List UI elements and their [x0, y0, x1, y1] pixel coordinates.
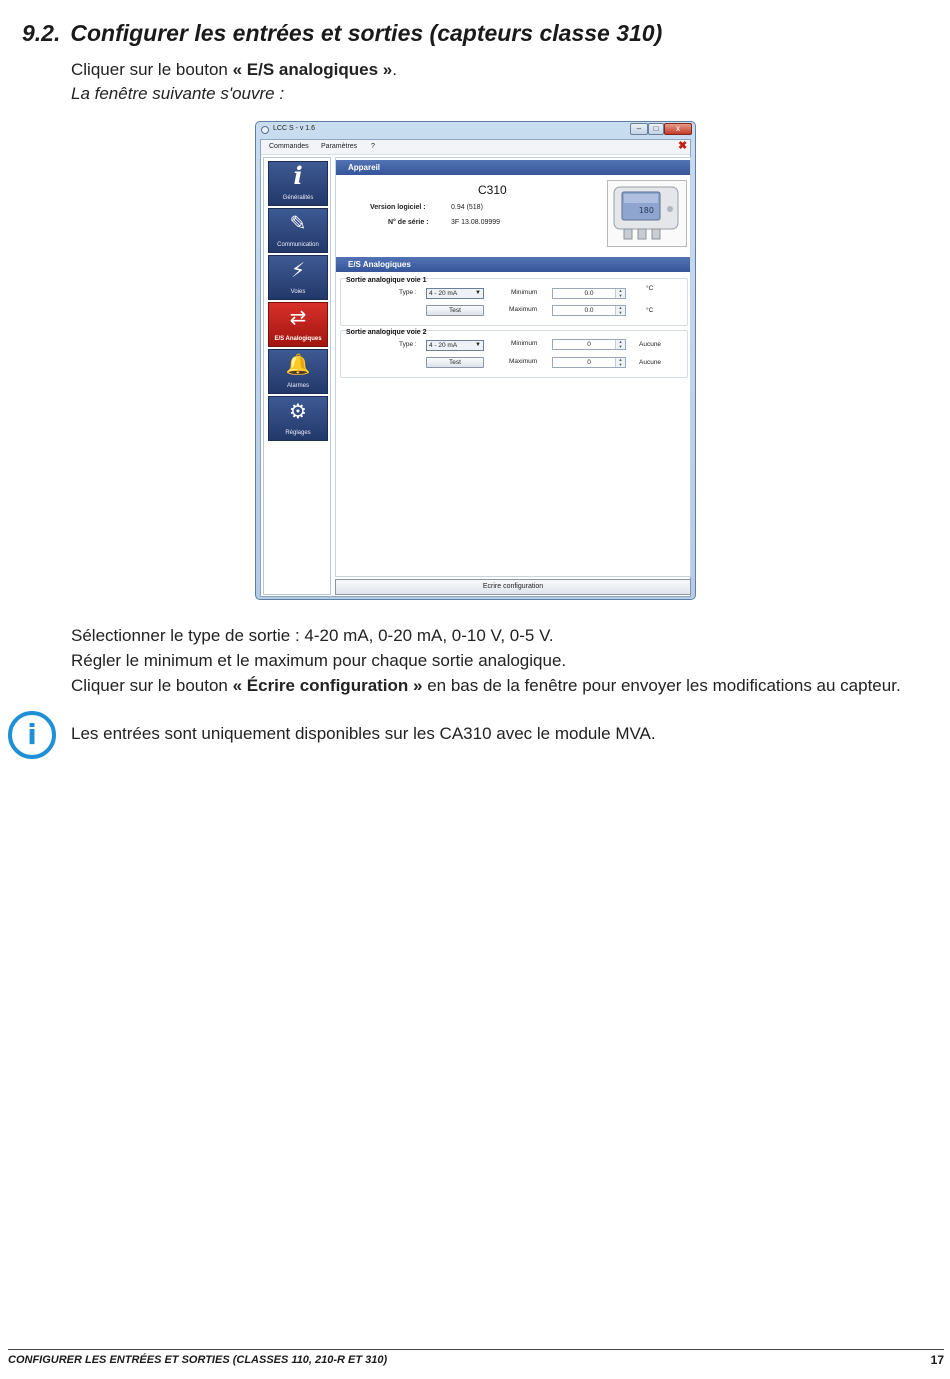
intro-suffix: . — [392, 60, 397, 79]
menu-commandes[interactable]: Commandes — [269, 143, 309, 150]
sidebar-item-generalites[interactable] — [268, 161, 328, 206]
output-type-value: 4 - 20 mA — [429, 290, 458, 297]
arrows-icon: ⇄ — [289, 305, 307, 329]
window-titlebar — [256, 122, 695, 139]
spinner-arrows-icon[interactable]: ▲ ▼ — [615, 358, 625, 367]
intro-button-ref: « E/S analogiques » — [232, 60, 393, 79]
cable-icon: ✎ — [289, 211, 307, 235]
chevron-down-icon: ▼ — [475, 290, 481, 296]
max-unit: Aucune — [639, 359, 662, 366]
min-unit: Aucune — [639, 341, 662, 348]
max-value: 0 — [587, 359, 591, 366]
intro-line-1 — [71, 60, 397, 80]
sidebar-item-communication[interactable] — [268, 208, 328, 253]
window-close-button[interactable]: x — [664, 123, 692, 135]
sidebar-item-label: Généralités — [282, 195, 314, 201]
spinner-arrows-icon[interactable]: ▲ ▼ — [615, 289, 625, 298]
spinner-arrows-icon[interactable]: ▲ ▼ — [615, 306, 625, 315]
spinner-arrows-icon[interactable]: ▲ ▼ — [615, 340, 625, 349]
chevron-down-icon: ▼ — [475, 342, 481, 348]
test-button[interactable]: Test — [426, 305, 484, 316]
min-value: 0.0 — [584, 290, 594, 297]
output-title: Sortie analogique voie 2 — [346, 329, 427, 336]
section-title: Configurer les entrées et sorties (capteurs classe 310) — [70, 20, 663, 46]
bell-icon: 🔔 — [285, 352, 311, 376]
io-section-header: E/S Analogiques — [336, 257, 690, 272]
max-input[interactable] — [552, 305, 626, 316]
max-value: 0.0 — [584, 307, 594, 314]
main-panel — [335, 157, 691, 577]
intro-line-2: La fenêtre suivante s'ouvre : — [71, 84, 285, 103]
step-3-button-ref: « Écrire configuration » — [232, 676, 423, 695]
info-icon: i — [293, 161, 303, 190]
sidebar-item-label: E/S Analogiques — [274, 336, 322, 342]
section-heading — [22, 20, 662, 47]
step-3-suffix: en bas de la fenêtre pour envoyer les modifications au capteur. — [422, 676, 901, 695]
sidebar-item-es-analogiques[interactable] — [268, 302, 328, 347]
step-line-1: Sélectionner le type de sortie : 4-20 mA, 0-20 mA, 0-10 V, 0-5 V. — [71, 626, 554, 645]
intro-prefix: Cliquer sur le bouton — [71, 60, 233, 79]
min-unit: °C — [646, 285, 654, 292]
min-label: Minimum — [511, 289, 538, 296]
max-input[interactable] — [552, 357, 626, 368]
gear-icon: ⚙ — [289, 399, 307, 423]
device-illustration — [608, 181, 686, 246]
serial-value: 3F 13.08.09999 — [451, 219, 501, 226]
sidebar-item-label: Alarmes — [286, 383, 309, 389]
version-label: Version logiciel : — [370, 204, 426, 211]
min-value: 0 — [587, 341, 591, 348]
output-type-select[interactable] — [426, 340, 484, 351]
device-section-header: Appareil — [336, 160, 690, 175]
close-icon[interactable]: ✖ — [678, 140, 688, 152]
step-3-prefix: Cliquer sur le bouton — [71, 676, 233, 695]
device-model: C310 — [478, 183, 507, 197]
sidebar-item-label: Communication — [277, 242, 319, 248]
max-unit: °C — [646, 307, 654, 314]
plug-icon: ⚡ — [290, 258, 306, 282]
minimize-button[interactable]: – — [630, 123, 648, 135]
sidebar-item-label: Voies — [290, 289, 306, 295]
sidebar — [263, 157, 331, 595]
menu-bar — [261, 140, 690, 155]
window-client-area — [260, 139, 691, 597]
step-line-3 — [71, 676, 901, 696]
footer-rule — [8, 1349, 944, 1350]
output-type-select[interactable] — [426, 288, 484, 299]
menu-parametres[interactable]: Paramètres — [321, 143, 358, 150]
device-image — [607, 180, 687, 247]
min-label: Minimum — [511, 340, 538, 347]
max-label: Maximum — [509, 358, 538, 365]
app-window-screenshot — [255, 121, 696, 600]
footer-title: CONFIGURER LES ENTRÉES ET SORTIES (CLASSES 110, 210-R ET 310) — [8, 1354, 388, 1366]
output-type-value: 4 - 20 mA — [429, 342, 458, 349]
write-configuration-button[interactable]: Ecrire configuration — [335, 579, 691, 595]
section-number: 9.2. — [22, 20, 61, 46]
step-line-2: Régler le minimum et le maximum pour chaque sortie analogique. — [71, 651, 567, 670]
sidebar-item-reglages[interactable] — [268, 396, 328, 441]
version-value: 0.94 (518) — [451, 204, 483, 211]
window-title: LCC S - v 1.6 — [273, 125, 316, 132]
sidebar-item-voies[interactable] — [268, 255, 328, 300]
info-icon: i — [8, 711, 56, 759]
app-icon — [261, 126, 269, 134]
test-button[interactable]: Test — [426, 357, 484, 368]
serial-label: N° de série : — [388, 219, 429, 226]
sidebar-item-label: Réglages — [285, 430, 311, 436]
output-group-voie-2 — [340, 330, 688, 378]
menu-help[interactable]: ? — [371, 143, 375, 150]
type-label: Type : — [399, 341, 417, 348]
output-title: Sortie analogique voie 1 — [346, 277, 427, 284]
min-input[interactable] — [552, 288, 626, 299]
note-text: Les entrées sont uniquement disponibles sur les CA310 avec le module MVA. — [71, 724, 656, 743]
max-label: Maximum — [509, 306, 538, 313]
maximize-button[interactable]: □ — [648, 123, 664, 135]
min-input[interactable] — [552, 339, 626, 350]
device-screen-value: 180 — [638, 206, 654, 215]
sidebar-item-alarmes[interactable] — [268, 349, 328, 394]
type-label: Type : — [399, 289, 417, 296]
output-group-voie-1 — [340, 278, 688, 326]
page-number: 17 — [930, 1353, 944, 1367]
